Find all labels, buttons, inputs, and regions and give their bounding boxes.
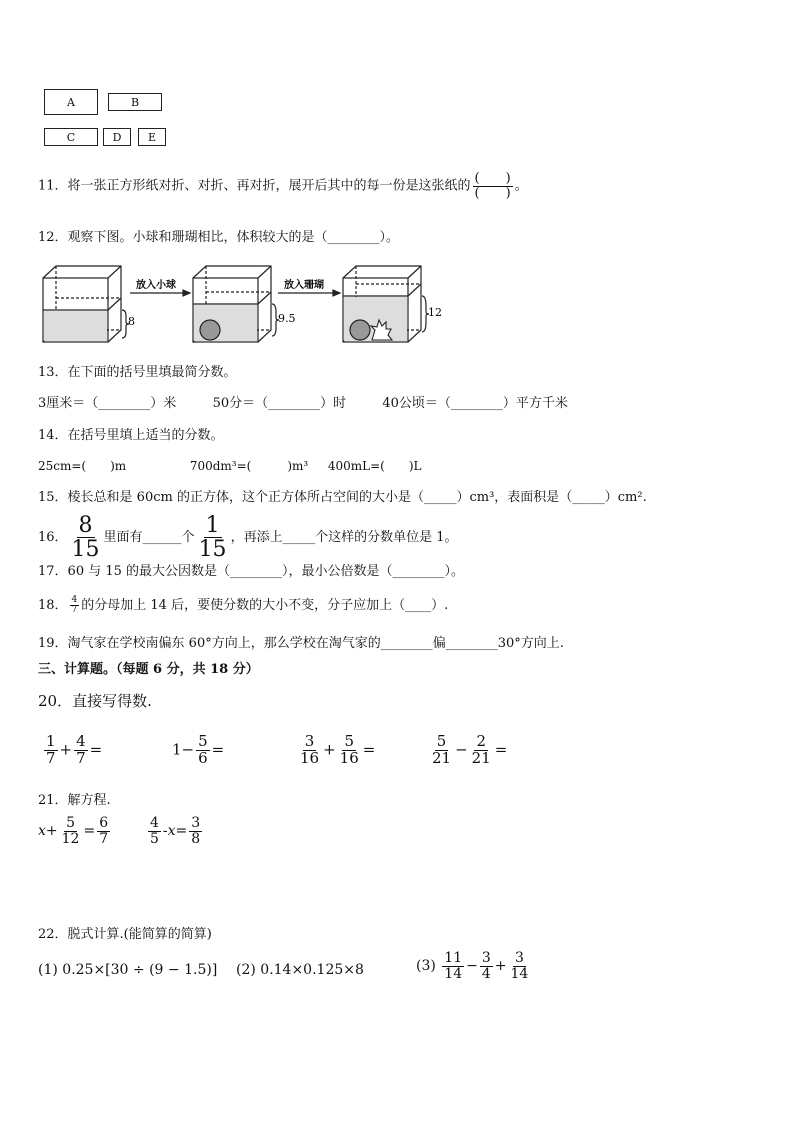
q22-part-3 bbox=[416, 951, 532, 981]
option-box-b bbox=[108, 93, 162, 111]
n: 5 bbox=[344, 732, 354, 750]
q18-fraction bbox=[70, 596, 80, 616]
q18-num: 18． bbox=[38, 598, 68, 613]
box-label: B bbox=[130, 95, 140, 109]
n: 3 bbox=[191, 815, 201, 831]
height-label-2: 9.5 bbox=[278, 312, 296, 325]
d: 5 bbox=[150, 830, 159, 847]
question-14-parts bbox=[38, 457, 422, 475]
question-12 bbox=[38, 229, 399, 247]
q21-text: 21．解方程. bbox=[38, 793, 111, 808]
d: 4 bbox=[481, 965, 491, 982]
q11-end: 。 bbox=[514, 178, 528, 194]
question-11 bbox=[38, 172, 528, 200]
q22-p1-text: (1) 0.25×[30 ÷ (9 − 1.5)] bbox=[38, 962, 218, 978]
frac bbox=[196, 734, 210, 767]
q16-n2: 1 bbox=[205, 513, 220, 538]
question-13 bbox=[38, 364, 237, 382]
d: 7 bbox=[76, 748, 86, 767]
q11-den: ( ) bbox=[474, 185, 511, 201]
q20-expr-1 bbox=[42, 734, 102, 767]
q22-part-2 bbox=[236, 962, 364, 978]
pre: x+ bbox=[38, 823, 58, 840]
question-20 bbox=[38, 692, 152, 710]
q11-text: 11．将一张正方形纸对折、对折、再对折，展开后其中的每一份是这张纸的 bbox=[38, 178, 471, 194]
op: + bbox=[323, 740, 336, 759]
section-3-title bbox=[38, 661, 259, 679]
frac bbox=[470, 734, 493, 767]
d: 14 bbox=[444, 965, 463, 982]
q15-text: 15．棱长总和是 60cm 的正方体，这个正方体所占空间的大小是（_____）cm³，表面积是（_____）cm². bbox=[38, 490, 647, 505]
d: 21 bbox=[432, 748, 452, 767]
question-16 bbox=[38, 514, 457, 561]
d: 14 bbox=[510, 965, 529, 982]
question-18 bbox=[38, 592, 448, 620]
q21-equation-2 bbox=[146, 816, 204, 846]
q22-p2-text: (2) 0.14×0.125×8 bbox=[236, 962, 364, 978]
q19-text: 19．淘气家在学校南偏东 60°方向上，那么学校在淘气家的________偏________30°方向上. bbox=[38, 636, 564, 651]
frac bbox=[509, 951, 531, 981]
q14-text: 14．在括号里填上适当的分数。 bbox=[38, 428, 224, 443]
question-15 bbox=[38, 489, 647, 507]
d: 16 bbox=[339, 748, 359, 767]
frac bbox=[148, 816, 161, 846]
op: − bbox=[466, 958, 478, 975]
frac bbox=[298, 734, 321, 767]
q14-part-1: 25cm=( )m bbox=[38, 459, 127, 473]
d: 6 bbox=[198, 748, 208, 767]
q22-text: 22．脱式计算.(能简算的简算) bbox=[38, 927, 212, 942]
q16-fraction-2 bbox=[197, 514, 229, 561]
eq: = bbox=[494, 740, 508, 759]
q20-text: 20．直接写得数. bbox=[38, 692, 152, 710]
q11-num: ( ) bbox=[474, 171, 511, 186]
q11-fraction-blank bbox=[473, 172, 513, 200]
height-label-1: 8 bbox=[128, 315, 135, 328]
pre: (3) bbox=[416, 958, 436, 975]
frac bbox=[430, 734, 453, 767]
q13-part-1: 3厘米＝（________）米 bbox=[38, 396, 177, 411]
n: 3 bbox=[481, 950, 491, 966]
d: 7 bbox=[99, 830, 109, 847]
mid: -x= bbox=[162, 823, 188, 840]
n: 4 bbox=[150, 815, 159, 831]
container-diagram bbox=[38, 260, 458, 346]
q17-text: 17．60 与 15 的最大公因数是（________），最小公倍数是（________）。 bbox=[38, 564, 465, 579]
q18-text: 的分母加上 14 后，要使分数的大小不变，分子应加上（____）. bbox=[81, 598, 449, 613]
frac bbox=[74, 734, 88, 767]
question-22 bbox=[38, 926, 212, 944]
q18-d: 7 bbox=[71, 605, 78, 615]
q16-num: 16． bbox=[38, 530, 68, 546]
q20-expr-4 bbox=[428, 734, 507, 767]
frac bbox=[60, 816, 82, 846]
option-box-c bbox=[44, 128, 98, 146]
q18-n: 4 bbox=[71, 594, 78, 605]
box-label: E bbox=[147, 130, 157, 144]
op: + bbox=[59, 740, 73, 759]
arrow-label-ball: 放入小球 bbox=[136, 280, 176, 291]
mid: = bbox=[83, 823, 96, 840]
frac bbox=[480, 951, 493, 981]
q14-part-2: 700dm³=( )m³ bbox=[189, 459, 309, 473]
box-label: D bbox=[112, 130, 122, 144]
question-14 bbox=[38, 427, 224, 445]
op: − bbox=[455, 740, 468, 759]
eq: = bbox=[211, 740, 225, 759]
q13-part-2: 50分＝（________）时 bbox=[212, 396, 347, 411]
q16-d2: 15 bbox=[198, 537, 227, 563]
q21-equation-1 bbox=[38, 816, 112, 846]
q12-text: 12．观察下图。小球和珊瑚相比，体积较大的是（________）。 bbox=[38, 230, 400, 245]
eq: = bbox=[362, 740, 376, 759]
question-17 bbox=[38, 563, 464, 581]
box-label: C bbox=[66, 130, 76, 144]
eq: = bbox=[89, 740, 103, 759]
n: 3 bbox=[514, 950, 524, 966]
frac bbox=[97, 816, 110, 846]
n: 3 bbox=[304, 732, 315, 750]
frac bbox=[189, 816, 202, 846]
frac bbox=[338, 734, 361, 767]
option-box-e bbox=[138, 128, 166, 146]
n: 4 bbox=[76, 732, 86, 750]
question-13-parts bbox=[38, 395, 568, 413]
q16-d1: 15 bbox=[71, 537, 100, 563]
section-3-text: 三、计算题。（每题 6 分，共 18 分） bbox=[38, 662, 259, 677]
frac bbox=[442, 951, 464, 981]
n: 5 bbox=[198, 732, 208, 750]
n: 2 bbox=[476, 732, 486, 750]
q13-part-3: 40公顷＝（________）平方千米 bbox=[382, 396, 568, 411]
n: 5 bbox=[436, 732, 447, 750]
q16-n1: 8 bbox=[78, 513, 93, 538]
box-label: A bbox=[67, 95, 75, 109]
question-19 bbox=[38, 635, 564, 653]
d: 8 bbox=[191, 830, 201, 847]
frac bbox=[44, 734, 58, 767]
n: 5 bbox=[66, 815, 76, 831]
d: 12 bbox=[61, 830, 80, 847]
q14-part-3: 400mL=( )L bbox=[327, 459, 422, 473]
d: 7 bbox=[46, 748, 56, 767]
n: 1 bbox=[46, 732, 56, 750]
q16-fraction-1 bbox=[70, 514, 102, 561]
height-label-3: 12 bbox=[428, 306, 442, 319]
question-21 bbox=[38, 792, 111, 810]
arrow-label-coral: 放入珊瑚 bbox=[284, 280, 324, 291]
d: 21 bbox=[471, 748, 491, 767]
q20-expr-3 bbox=[296, 734, 375, 767]
n: 6 bbox=[99, 815, 109, 831]
q13-text: 13．在下面的括号里填最简分数。 bbox=[38, 365, 237, 380]
n: 11 bbox=[444, 950, 463, 966]
d: 16 bbox=[300, 748, 320, 767]
pre: 1− bbox=[172, 740, 195, 759]
q16-mid1: 里面有______个 bbox=[103, 530, 195, 546]
q16-mid2: ，再添上_____个这样的分数单位是 1。 bbox=[230, 530, 458, 546]
q20-expr-2 bbox=[172, 734, 224, 767]
option-box-a bbox=[44, 89, 98, 115]
op: + bbox=[494, 958, 507, 975]
option-box-d bbox=[103, 128, 131, 146]
q22-part-1 bbox=[38, 962, 217, 978]
